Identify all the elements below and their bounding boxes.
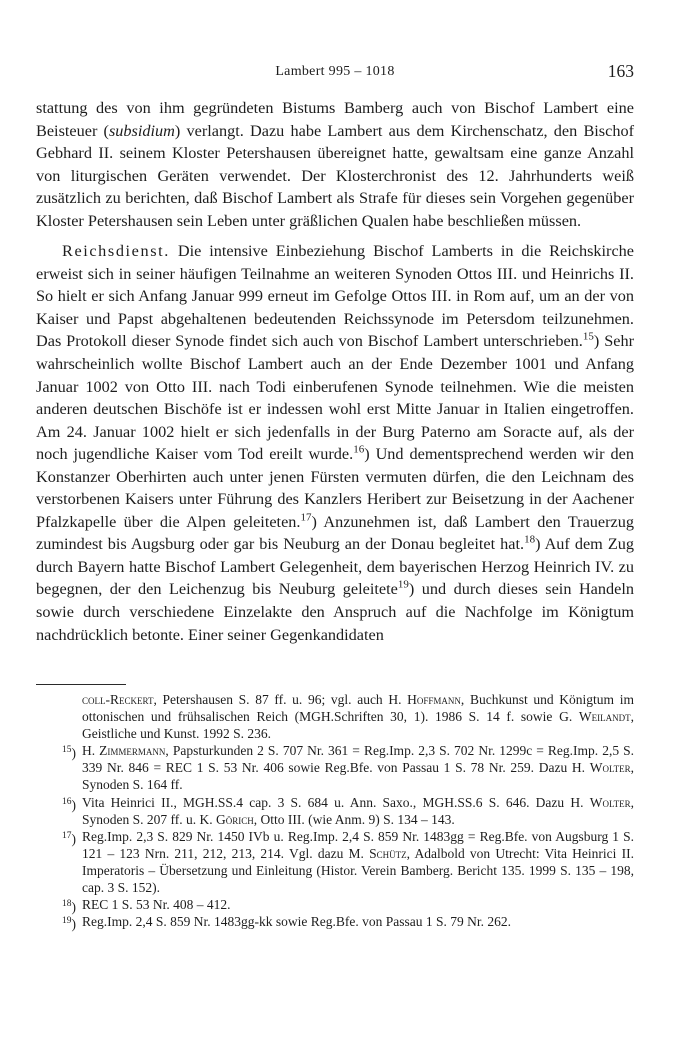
footnote-number: $^{18}$): [62, 899, 76, 915]
paragraph-text: ) Und dementsprechend werden wir den Konstanzer Oberhirten auch unter jenen Fürsten vermuten dürfen, die den Leichnam des verstorbenen Kaisers unter Führung des Kanzlers Heribert zur Beisetzung in der Aachener Pfalzkapelle über die Alpen geleiteten.: [36, 445, 634, 531]
paragraph-2: [36, 240, 634, 646]
footnote-number-value: 15: [62, 745, 72, 756]
footnote-divider: [36, 684, 126, 685]
footnote-text: , Petershausen S. 87 ff. u. 96; vgl. auch H.: [153, 692, 408, 707]
page-number: 163: [607, 61, 634, 81]
footnote-ref: 19: [397, 579, 409, 592]
footnote-text: REC 1 S. 53 Nr. 408 – 412.: [82, 897, 231, 913]
section-heading: Reichsdienst.: [62, 242, 170, 261]
paragraph-text: ) verlangt. Dazu habe Lambert aus dem Kirchenschatz, den Bischof Gebhard II. seinem Kloster Petershausen übereignet hatte, gewaltsam eine ganze Anzahl von liturgischen Geräten verwendet. Der Klosterchronist des 12. Jahrhunderts weiß zusätzlich zu berichten, daß Bischof Lambert als Strafe für dieses sein Vorgehen gegenüber Kloster Petershausen sein Leben unter gräßlichen Qualen habe beschließen müssen.: [36, 121, 635, 230]
footnote-text: , Geistliche und Kunst. 1992 S. 236.: [82, 709, 634, 742]
footnote-text: , Otto III. (wie Anm. 9) S. 134 – 143.: [253, 811, 455, 827]
footnote-number: $^{15}$): [62, 745, 76, 761]
footnote-19: [36, 913, 634, 930]
footnote-number-value: 18: [62, 899, 72, 910]
footnote-text: Vita Heinrici II., MGH.SS.4 cap. 3 S. 684 u. Ann. Saxo., MGH.SS.6 S. 646. Dazu H.: [82, 794, 590, 810]
footnote-ref: 15: [582, 331, 594, 344]
footnote-17: [36, 828, 634, 896]
footnote-text: , Synoden S. 207 ff. u. K.: [82, 794, 634, 827]
footnote-text: Reg.Imp. 2,3 S. 829 Nr. 1450 IVb u. Reg.Imp. 2,4 S. 859 Nr. 1483gg = Reg.Bfe. von Augsburg 1 S. 121 – 123 Nrn. 211, 212, 213, 214. Vgl. dazu M.: [82, 828, 634, 861]
paragraph-text: stattung des von ihm gegründeten Bistums Bamberg auch von Bischof Lambert eine Beisteuer (: [36, 99, 634, 140]
footnote-number: $^{16}$): [62, 796, 76, 813]
footnote-text: , Adalbold von Utrecht: Vita Heinrici II. Imperatoris – Übersetzung und Einleitung (Histor. Verein Bamberg. Bericht 135. 1999 S. 135 – 198, cap. 3 S. 152).: [82, 845, 634, 896]
footnote-16: [36, 794, 634, 828]
author-name: coll-Reckert: [82, 692, 154, 707]
footnote-number-value: 19: [62, 916, 72, 927]
author-name: Weilandt: [578, 709, 631, 725]
footnote-text: , Buchkunst und Königtum im ottonischen und frühsalischen Reich (MGH.Schriften 30, 1). 1986 S. 14 f. sowie G.: [82, 692, 634, 725]
author-name: Zimmermann: [99, 743, 166, 759]
footnote-ref: 18: [524, 533, 536, 546]
footnote-text: H.: [82, 743, 100, 759]
author-name: Wolter: [589, 760, 631, 776]
paragraph-text: ) Sehr wahrscheinlich wollte Bischof Lambert auch an der Ende Dezember 1001 und Anfang Januar 1002 von Otto III. nach Todi einberufenen Synode teilnehmen. Wie die meisten anderen deutschen Bischöfe ist er indessen wohl erst Mitte Januar in Italien eingetroffen. Am 24. Januar 1002 hielt er sich jedenfalls in der Burg Paterno am Soracte auf, als der noch jugendliche Kaiser vom Tod ereilt wurde.: [36, 332, 634, 464]
running-head: [36, 62, 634, 86]
footnote-ref: 16: [353, 443, 365, 456]
paragraph-1: [36, 97, 634, 232]
footnote-text: , Papsturkunden 2 S. 707 Nr. 361 = Reg.Imp. 2,3 S. 702 Nr. 1299c = Reg.Imp. 2,5 S. 339 Nr. 846 = REC 1 S. 53 Nr. 406 sowie Reg.Bfe. von Passau 1 S. 78 Nr. 259. Dazu H.: [82, 743, 634, 776]
author-name: Görich: [216, 811, 254, 827]
footnote-text: , Synoden S. 164 ff.: [82, 760, 634, 793]
author-name: Hoffmann: [407, 692, 461, 707]
paragraph-text: ) Anzunehmen ist, daß Lambert den Trauerzug zumindest bis Augsburg oder gar bis Neuburg an der Donau begleitet hat.: [36, 512, 634, 554]
footnote-ref: 17: [300, 511, 312, 524]
footnote-text: Reg.Imp. 2,4 S. 859 Nr. 1483gg-kk sowie Reg.Bfe. von Passau 1 S. 79 Nr. 262.: [82, 914, 511, 930]
author-name: Wolter: [589, 794, 631, 810]
footnote-continuation: [36, 691, 634, 742]
italic-term: subsidium: [108, 121, 175, 140]
footnote-number: $^{17}$): [62, 830, 76, 847]
paragraph-text: ) und durch dieses sein Handeln sowie durch verschiedene Einzelakte den Anspruch auf die Nachfolge im Königtum nachdrücklich betonte. Einer seiner Gegenkandidaten: [36, 580, 634, 644]
paragraph-text: ) Auf dem Zug durch Bayern hatte Bischof Lambert Gelegenheit, dem bayerischen Herzog Heinrich IV. zu begegnen, der den Leichenzug bis Neuburg geleitete: [36, 535, 634, 599]
footnote-number-value: 16: [62, 796, 72, 807]
footnote-15: [36, 742, 634, 793]
footnote-18: [36, 896, 634, 913]
paragraph-text: Die intensive Einbeziehung Bischof Lamberts in die Reichskirche erweist sich in seiner häufigen Teilnahme an weiteren Synoden Ottos III. und Heinrichs II. So hielt er sich Anfang Januar 999 erneut im Gefolge Ottos III. in Rom auf, um an der von Kaiser und Papst abgehaltenen bedeutenden Reichssynode im Petersdom teilzunehmen. Das Protokoll dieser Synode findet sich auch von Bischof Lambert unterschrieben.: [36, 242, 634, 351]
footnote-number: $^{19}$): [62, 916, 76, 932]
body-text: [36, 97, 634, 646]
footnote-number-value: 17: [62, 830, 72, 841]
author-name: Schütz: [369, 845, 407, 861]
running-title: Lambert 995 – 1018: [275, 64, 395, 79]
footnotes: [36, 691, 634, 930]
